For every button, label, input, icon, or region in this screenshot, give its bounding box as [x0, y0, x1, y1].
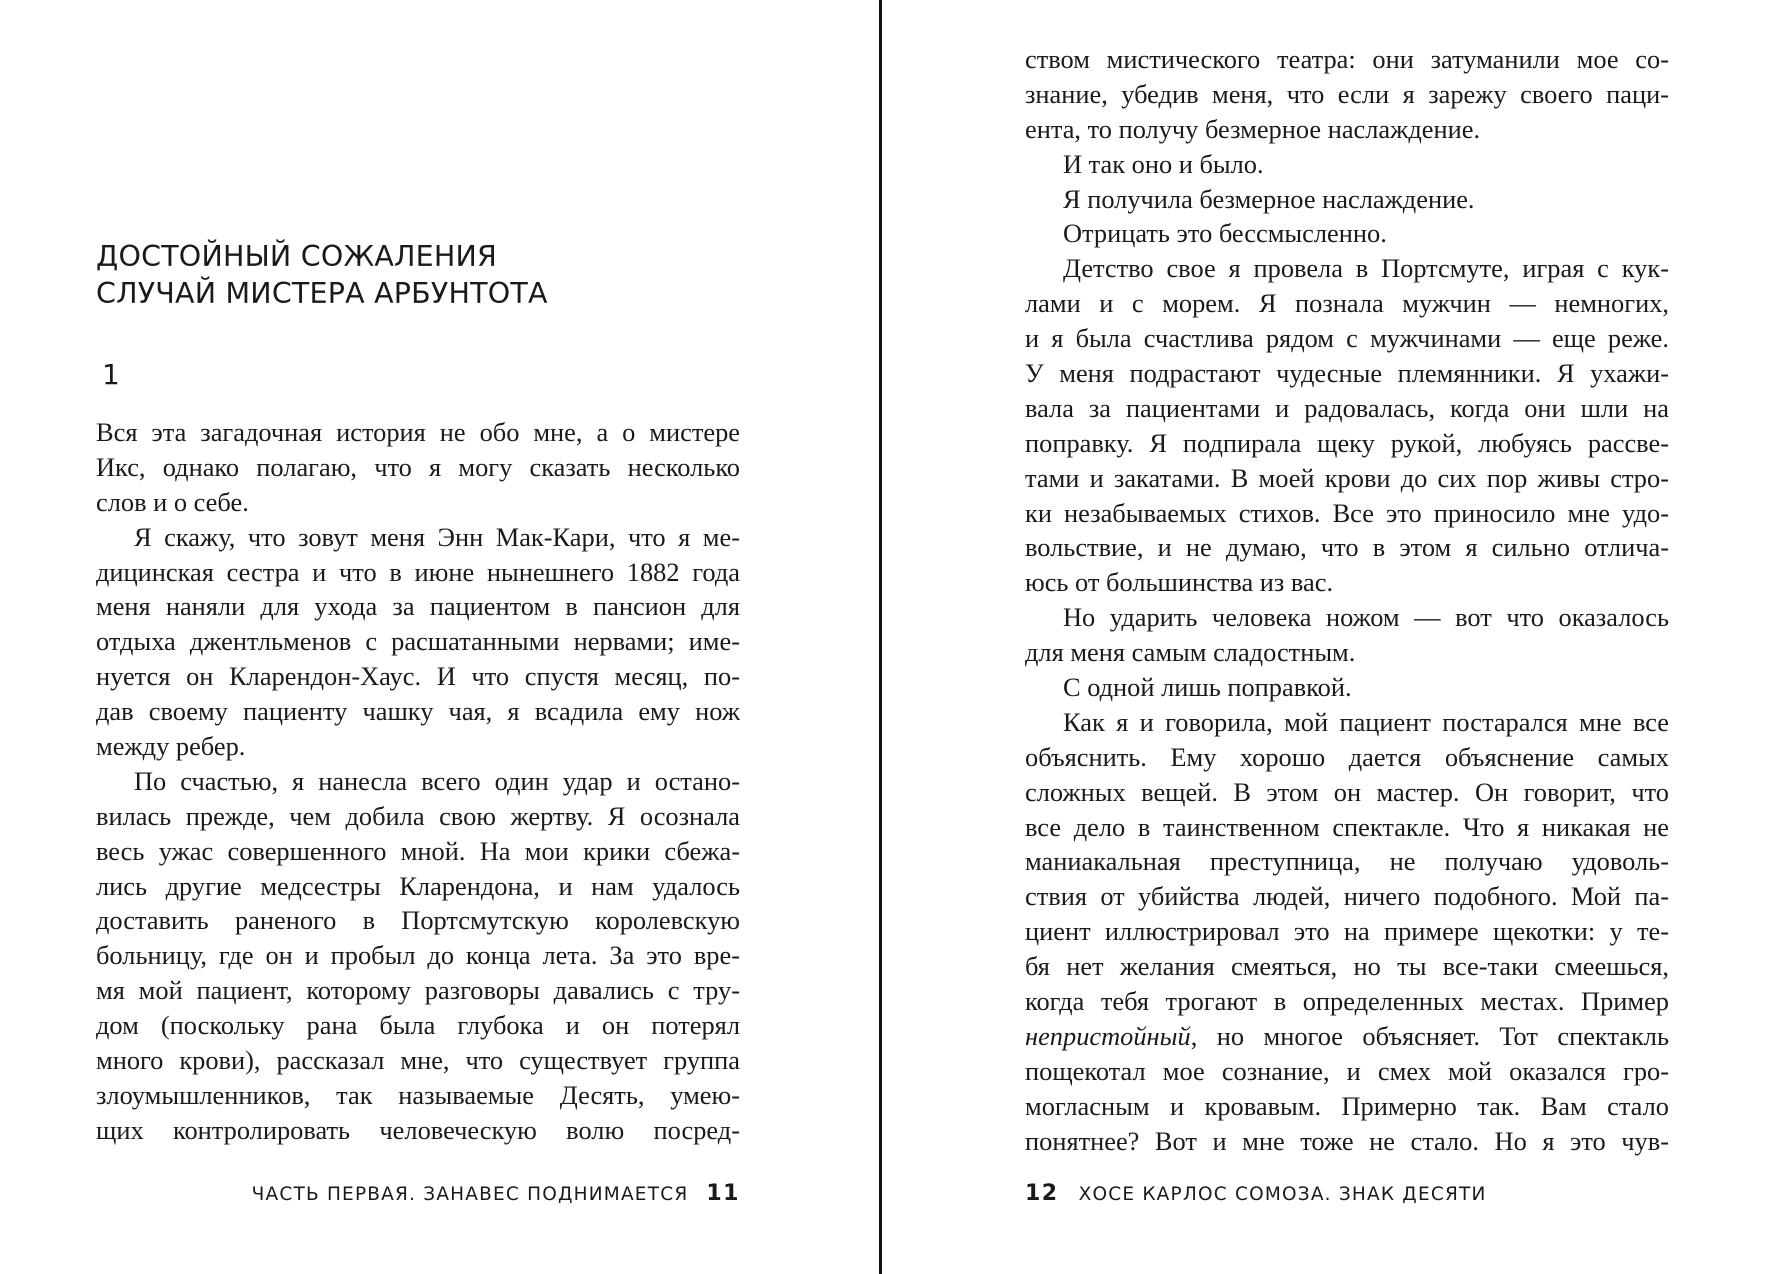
running-footer-right	[1025, 1182, 1487, 1207]
text-line: понятнее? Вот и мне тоже не стало. Но я это чув-	[1025, 1125, 1669, 1156]
text-line: вала за пациентами и радовалась, когда они шли на	[1025, 392, 1669, 423]
text-line: ента, то получу безмерное наслаждение.	[1025, 113, 1481, 144]
text-line: циент иллюстрировал это на примере щекотки: у те-	[1025, 916, 1669, 947]
spine-divider	[879, 0, 882, 1274]
text-line: лись другие медсестры Кларендона, и нам удалось	[96, 870, 740, 901]
text-line: Отрицать это бессмысленно.	[1063, 218, 1387, 249]
text-line: все дело в таинственном спектакле. Что я никакая не	[1025, 811, 1669, 842]
chapter-title	[96, 238, 548, 312]
text-line: злоумышленников, так называемые Десять, умею-	[96, 1079, 740, 1110]
text-line: мя мой пациент, которому разговоры давались с тру-	[96, 975, 740, 1006]
text-line: дав своему пациенту чашку чая, я всадила ему нож	[96, 696, 740, 727]
text-line: нуется он Кларендон-Хаус. И что спустя месяц, по-	[96, 661, 740, 692]
text-line: меня наняли для ухода за пациентом в пансион для	[96, 591, 740, 622]
text-line: больницу, где он и пробыл до конца лета. За это вре-	[96, 940, 740, 971]
text-line: У меня подрастают чудесные племянники. Я ухажи-	[1025, 358, 1669, 389]
text-line: Как я и говорила, мой пациент постарался мне все	[1063, 706, 1669, 737]
text-line: и я была счастлива рядом с мужчинами — еще реже.	[1025, 323, 1669, 354]
text-line: ки незабываемых стихов. Все это приносило мне удо-	[1025, 497, 1669, 528]
page-number: 12	[1025, 1181, 1059, 1206]
text-line: И так оно и было.	[1063, 148, 1264, 179]
text-line: весь ужас совершенного мной. На мои крики сбежа-	[96, 835, 740, 866]
right-page	[1025, 0, 1669, 1274]
left-page	[96, 0, 740, 1274]
text-segment: , но многое объясняет. Тот спектакль	[1190, 1020, 1669, 1051]
right-body-text	[1025, 42, 1669, 1159]
text-line: Но ударить человека ножом — вот что оказалось	[1063, 602, 1669, 633]
chapter-title-line: СЛУЧАЙ МИСТЕРА АРБУНТОТА	[96, 277, 548, 310]
text-line: поправку. Я подпирала щеку рукой, любуясь рассве-	[1025, 427, 1669, 458]
text-line: объяснить. Ему хорошо дается объяснение самых	[1025, 741, 1669, 772]
text-line: вольствие, и не думаю, что в этом я сильно отлича-	[1025, 532, 1669, 563]
footer-book-title: ХОСЕ КАРЛОС СОМОЗА. ЗНАК ДЕСЯТИ	[1078, 1184, 1487, 1205]
text-line: Я получила безмерное наслаждение.	[1063, 183, 1475, 214]
text-line: доставить раненого в Портсмутскую королевскую	[96, 905, 740, 936]
text-line: пощекотал мое сознание, и смех мой оказался гро-	[1025, 1055, 1669, 1086]
text-line: С одной лишь поправкой.	[1063, 672, 1352, 703]
text-line: между ребер.	[96, 731, 246, 762]
text-line: много крови), рассказал мне, что существует группа	[96, 1045, 740, 1076]
text-line: Вся эта загадочная история не обо мне, а о мистере	[96, 417, 740, 447]
text-line: слов и о себе.	[96, 486, 249, 517]
text-line: вилась прежде, чем добила свою жертву. Я осознала	[96, 800, 740, 831]
running-footer-left	[252, 1182, 740, 1207]
chapter-number: 1	[102, 358, 120, 391]
text-line: отдыха джентльменов с расшатанными нервами; име-	[96, 626, 740, 657]
text-line: маниакальная преступница, не получаю удоволь-	[1025, 846, 1669, 877]
text-line: юсь от большинства из вас.	[1025, 567, 1334, 598]
text-line: тами и закатами. В моей крови до сих пор живы стро-	[1025, 462, 1669, 493]
text-line: для меня самым сладостным.	[1025, 637, 1356, 668]
text-line: ством мистического театра: они затуманили мое со-	[1025, 44, 1669, 74]
footer-section-title: ЧАСТЬ ПЕРВАЯ. ЗАНАВЕС ПОДНИМАЕТСЯ	[251, 1184, 689, 1205]
text-line	[1025, 1019, 1669, 1054]
text-line: могласным и кровавым. Примерно так. Вам стало	[1025, 1090, 1669, 1121]
chapter-title-line: ДОСТОЙНЫЙ СОЖАЛЕНИЯ	[96, 240, 498, 273]
text-line: Детство свое я провела в Портсмуте, играя с кук-	[1063, 253, 1669, 284]
text-line: бя нет желания смеяться, но ты все-таки смеешься,	[1025, 951, 1669, 982]
text-line: знание, убедив меня, что если я зарежу своего паци-	[1025, 78, 1669, 109]
text-line: Я скажу, что зовут меня Энн Мак-Кари, что я ме-	[134, 521, 740, 552]
text-line: когда тебя трогают в определенных местах. Пример	[1025, 986, 1669, 1017]
text-line: лами и с морем. Я познала мужчин — немногих,	[1025, 288, 1669, 319]
text-line: Икс, однако полагаю, что я могу сказать несколько	[96, 451, 740, 482]
text-line: По счастью, я нанесла всего один удар и остано-	[134, 765, 740, 796]
left-body-text	[96, 415, 740, 1148]
text-line: дицинская сестра и что в июне нынешнего 1882 года	[96, 556, 740, 587]
text-line: дом (поскольку рана была глубока и он потерял	[96, 1010, 740, 1041]
text-line: сложных вещей. В этом он мастер. Он говорит, что	[1025, 776, 1669, 807]
text-line: щих контролировать человеческую волю посред-	[96, 1114, 740, 1145]
text-line: ствия от убийства людей, ничего подобного. Мой па-	[1025, 881, 1669, 912]
emphasis-word: непристойный	[1025, 1020, 1191, 1051]
page-number: 11	[706, 1181, 740, 1206]
